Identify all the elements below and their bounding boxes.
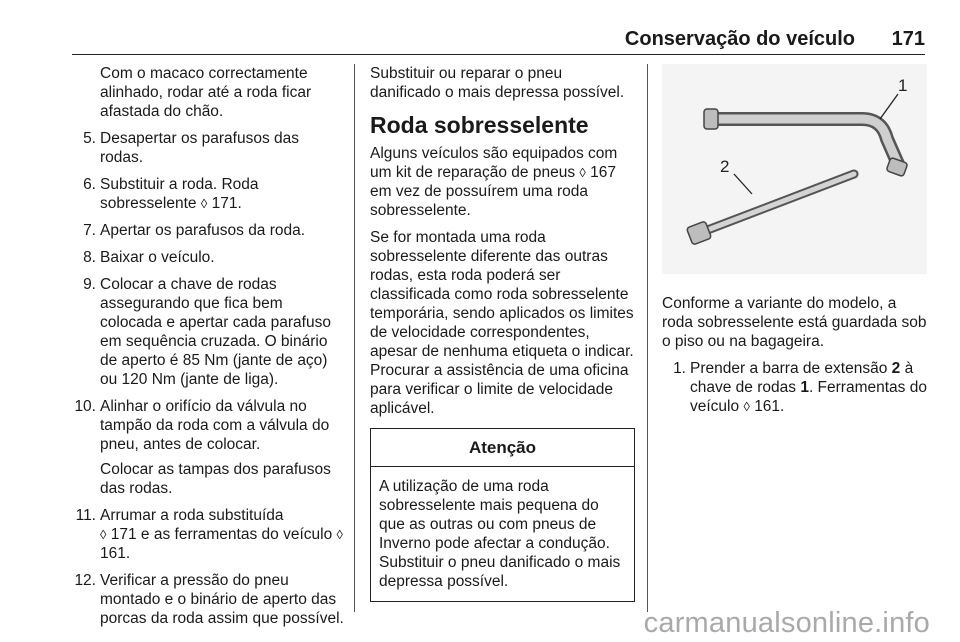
item-text: Baixar o veículo. [100,249,215,266]
wheel-wrench-icon [712,119,898,164]
section-heading: Roda sobresselente [370,112,589,138]
intro-paragraph: Substituir ou reparar o pneu danificado o mais depressa possível. [370,65,625,101]
cross-reference-arrow-icon: ◊ [579,165,586,180]
paragraph: Conforme a variante do modelo, a roda sobresselente está guardada sob o piso ou na bagageira. [662,295,927,350]
page-title: Conservação do veículo [624,28,855,50]
item-text: . Ferramentas do veículo [690,379,927,415]
list-item [72,129,344,167]
paragraph [370,144,635,220]
item-number: 7. [83,222,96,239]
list-item [72,571,344,628]
item-continuation: Colocar as tampas dos parafusos das rodas. [100,461,331,497]
wrench-end-icon [704,109,718,129]
page-reference-link[interactable]: 167 em vez de possuírem uma roda sobresselente. [370,164,617,219]
list-item [72,248,344,267]
step-4-continuation: Com o macaco correctamente alinhado, rodar até a roda ficar afastada do chão. [100,65,312,120]
item-text: Substituir a roda. Roda sobresselente [100,176,259,212]
list-item [72,275,344,389]
item-text: Prender a barra de extensão [690,360,888,377]
warning-title: Atenção [371,429,634,467]
item-number: 9. [83,276,96,293]
warning-box [370,428,635,602]
item-number: 12. [74,572,96,589]
watermark: carmanualsonline.info [643,607,930,639]
page-header [72,24,925,55]
column-1 [72,64,344,636]
item-number: 6. [83,176,96,193]
page-number: 171 [891,28,925,50]
item-bold-ref: 1 [800,379,809,396]
item-text: Desapertar os parafusos das rodas. [100,130,300,166]
socket-end-icon [886,157,908,176]
list-item [72,506,344,563]
item-number: 8. [83,249,96,266]
item-text: Arrumar a roda substituída [100,507,284,524]
wheel-wrench-figure [662,64,927,274]
cross-reference-arrow-icon: ◊ [100,527,107,542]
figure-label-2: 2 [720,157,730,176]
item-text: Colocar a chave de rodas assegurando que fica bem colocada e apertar cada parafuso em sequência cruzada. O binário de aperto é 85 Nm (jante de aço) ou 120 Nm (jante de liga). [100,276,331,388]
column-2 [370,64,635,602]
cross-reference-arrow-icon: ◊ [743,399,750,414]
item-text: Verificar a pressão do pneu montado e o binário de aperto das porcas da roda assim que possível. [100,572,344,627]
cross-reference-arrow-icon: ◊ [336,527,343,542]
list-item [72,175,344,213]
callout-line-2 [734,174,752,194]
list-item [72,397,344,454]
item-bold-ref: 2 [891,360,901,377]
bar-end-icon [686,221,711,245]
item-number: 10. [74,398,96,415]
item-text: Apertar os parafusos da roda. [100,222,306,239]
item-number: 11. [75,507,96,524]
warning-text: A utilização de uma roda sobresselente mais pequena do que as outras ou com pneus de Inverno pode afectar a condução. Substituir o pneu danificado o mais depressa possível. [379,478,621,590]
list-item [662,359,927,416]
item-text: à chave de rodas [690,360,914,396]
item-number: 1. [673,360,686,377]
list-item [72,221,344,240]
paragraph-text: Alguns veículos são equipados com um kit de reparação de pneus [370,145,618,181]
page-reference-link[interactable]: 161. [754,398,785,415]
page-reference-link[interactable]: 171. [211,195,242,212]
column-3 [662,64,927,424]
column-divider-1 [354,64,355,612]
figure-label-1: 1 [898,76,908,95]
page-reference-link[interactable]: 161. [100,545,131,562]
paragraph: Se for montada uma roda sobresselente diferente das outras rodas, esta roda poderá ser classificada como roda sobresselente temporária, sendo aplicados os limites de velocidade correspondentes, apesar de nenhuma etiqueta o indicar. Procurar a assistência de uma oficina para verificar o limite de velocidade aplicável. [370,229,634,417]
wheel-wrench-illustration [662,64,927,274]
cross-reference-arrow-icon: ◊ [200,196,208,211]
item-text: Alinhar o orifício da válvula no tampão da roda com a válvula do pneu, antes de colocar. [100,398,330,453]
callout-line-1 [880,94,898,119]
item-number: 5. [83,130,96,147]
page-reference-link[interactable]: 171 e as ferramentas do veículo [110,526,333,543]
column-divider-2 [647,64,648,612]
